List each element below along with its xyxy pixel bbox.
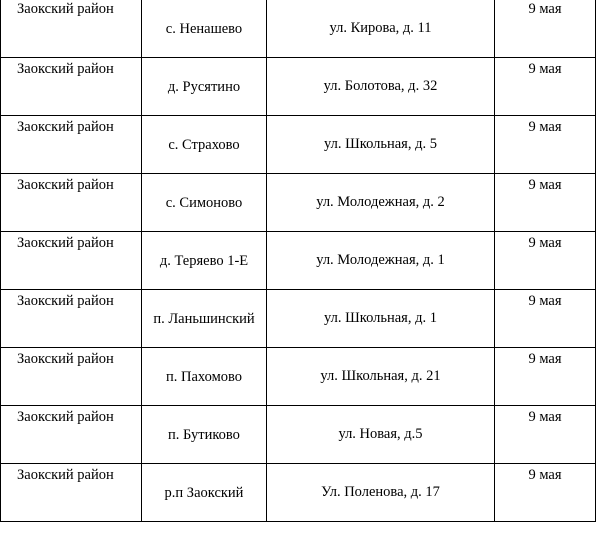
district-cell: Заокский район [1,464,142,522]
locality-cell: д. Теряево 1-Е [142,232,267,290]
locality-cell: с. Ненашево [142,0,267,58]
table-row [1,0,596,58]
locality-cell: п. Ланьшинский [142,290,267,348]
district-cell: Заокский район [1,174,142,232]
schedule-table-body [1,0,596,522]
date-cell: 9 мая [495,0,596,58]
table-row [1,58,596,116]
locality-cell: п. Пахомово [142,348,267,406]
date-cell: 9 мая [495,116,596,174]
district-cell: Заокский район [1,290,142,348]
locality-cell: д. Русятино [142,58,267,116]
district-cell: Заокский район [1,232,142,290]
address-cell: ул. Новая, д.5 [267,406,495,464]
address-cell: ул. Молодежная, д. 2 [267,174,495,232]
address-cell: ул. Школьная, д. 1 [267,290,495,348]
table-row [1,116,596,174]
district-cell: Заокский район [1,348,142,406]
address-cell: Ул. Поленова, д. 17 [267,464,495,522]
date-cell: 9 мая [495,406,596,464]
district-cell: Заокский район [1,116,142,174]
locality-cell: п. Бутиково [142,406,267,464]
table-row [1,232,596,290]
table-row [1,406,596,464]
table-row [1,348,596,406]
date-cell: 9 мая [495,348,596,406]
date-cell: 9 мая [495,232,596,290]
date-cell: 9 мая [495,464,596,522]
locality-cell: с. Страхово [142,116,267,174]
district-cell: Заокский район [1,58,142,116]
table-row [1,290,596,348]
district-cell: Заокский район [1,406,142,464]
address-cell: ул. Школьная, д. 21 [267,348,495,406]
district-cell: Заокский район [1,0,142,58]
date-cell: 9 мая [495,290,596,348]
table-row [1,464,596,522]
address-cell: ул. Школьная, д. 5 [267,116,495,174]
locality-cell: с. Симоново [142,174,267,232]
locality-cell: р.п Заокский [142,464,267,522]
date-cell: 9 мая [495,58,596,116]
date-cell: 9 мая [495,174,596,232]
table-row [1,174,596,232]
address-cell: ул. Молодежная, д. 1 [267,232,495,290]
address-cell: ул. Кирова, д. 11 [267,0,495,58]
address-cell: ул. Болотова, д. 32 [267,58,495,116]
